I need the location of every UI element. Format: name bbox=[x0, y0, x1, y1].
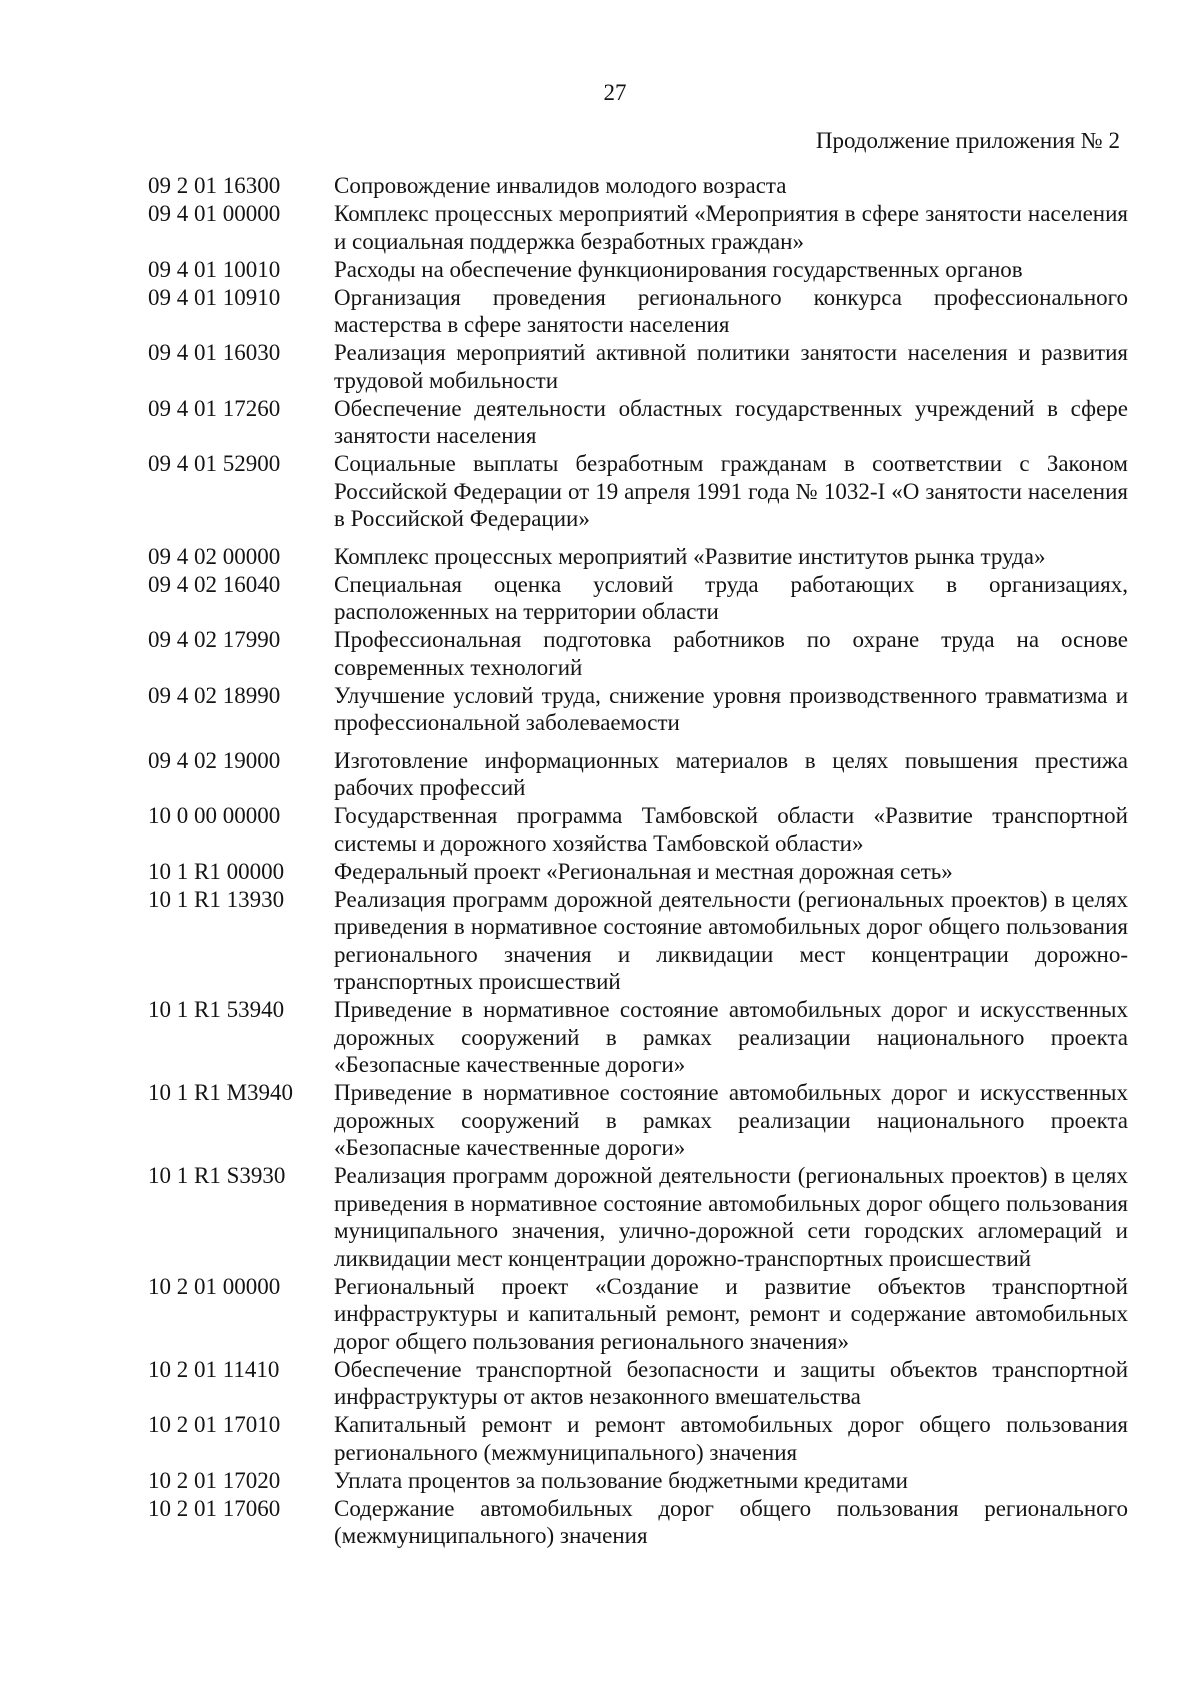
item-description: Организация проведения регионального конкурса профессионального мастерства в сфере занятости населения bbox=[334, 284, 1128, 337]
budget-code: 09 4 01 16030 bbox=[148, 340, 281, 365]
item-description: Комплекс процессных мероприятий «Мероприятия в сфере занятости населения и социальная поддержка безработных граждан» bbox=[334, 201, 1128, 254]
item-description: Государственная программа Тамбовской области «Развитие транспортной системы и дорожного хозяйства Тамбовской области» bbox=[334, 803, 1128, 856]
list-item bbox=[148, 395, 1128, 450]
item-description: Обеспечение деятельности областных государственных учреждений в сфере занятости населения bbox=[334, 395, 1128, 448]
item-description: Расходы на обеспечение функционирования государственных органов bbox=[334, 256, 1023, 282]
item-description: Улучшение условий труда, снижение уровня производственного травматизма и профессиональной заболеваемости bbox=[334, 682, 1128, 735]
item-description: Социальные выплаты безработным гражданам в соответствии с Законом Российской Федерации от 19 апреля 1991 года № 1032-I «О занятости населения в Российской Федерации» bbox=[334, 451, 1128, 531]
item-description: Приведение в нормативное состояние автомобильных дорог и искусственных дорожных сооружений в рамках реализации национального проекта «Безопасные качественные дороги» bbox=[334, 1080, 1128, 1160]
list-item bbox=[148, 339, 1128, 394]
item-description: Обеспечение транспортной безопасности и защиты объектов транспортной инфраструктуры от актов незаконного вмешательства bbox=[334, 1356, 1128, 1409]
list-item bbox=[148, 802, 1128, 857]
item-description: Капитальный ремонт и ремонт автомобильных дорог общего пользования регионального (межмуниципального) значения bbox=[334, 1412, 1128, 1465]
budget-code: 10 1 R1 M3940 bbox=[148, 1080, 294, 1105]
list-item bbox=[148, 1411, 1128, 1466]
budget-code: 10 1 R1 S3930 bbox=[148, 1163, 286, 1188]
list-item bbox=[148, 1079, 1128, 1162]
budget-code: 10 2 01 11410 bbox=[148, 1356, 280, 1382]
code-list bbox=[148, 172, 1128, 1550]
item-description: Комплекс процессных мероприятий «Развитие институтов рынка труда» bbox=[334, 543, 1046, 569]
budget-code: 09 4 02 00000 bbox=[148, 543, 281, 569]
budget-code: 10 1 R1 00000 bbox=[148, 858, 285, 884]
budget-code: 10 1 R1 53940 bbox=[148, 997, 285, 1022]
item-description: Реализация программ дорожной деятельности (региональных проектов) в целях приведения в нормативное состояние автомобильных дорог общего пользования регионального значения и ликвидации мест концентрации дорожно-транспортных происшествий bbox=[334, 886, 1128, 994]
item-description: Изготовление информационных материалов в целях повышения престижа рабочих профессий bbox=[334, 747, 1128, 800]
list-item bbox=[148, 858, 1128, 886]
list-item bbox=[148, 1495, 1128, 1550]
budget-code: 09 4 01 10910 bbox=[148, 284, 281, 310]
item-description: Приведение в нормативное состояние автомобильных дорог и искусственных дорожных сооружений в рамках реализации национального проекта «Безопасные качественные дороги» bbox=[334, 997, 1128, 1077]
list-item bbox=[148, 747, 1128, 802]
budget-code: 09 4 02 19000 bbox=[148, 747, 281, 773]
budget-code: 09 4 01 00000 bbox=[148, 201, 281, 226]
appendix-continuation-note: Продолжение приложения № 2 bbox=[815, 128, 1120, 153]
budget-code: 10 2 01 17010 bbox=[148, 1412, 281, 1437]
list-item bbox=[148, 886, 1128, 996]
budget-code: 10 2 01 17060 bbox=[148, 1495, 281, 1521]
budget-code: 09 4 02 18990 bbox=[148, 682, 281, 708]
item-description: Специальная оценка условий труда работающих в организациях, расположенных на территории области bbox=[334, 571, 1128, 624]
budget-code: 09 2 01 16300 bbox=[148, 173, 281, 198]
item-description: Содержание автомобильных дорог общего пользования регионального (межмуниципального) значения bbox=[334, 1495, 1128, 1548]
page-number: 27 bbox=[603, 80, 627, 105]
budget-code: 09 4 01 17260 bbox=[148, 395, 281, 421]
list-item bbox=[148, 626, 1128, 681]
item-description: Реализация программ дорожной деятельности (региональных проектов) в целях приведения в нормативное состояние автомобильных дорог общего пользования муниципального значения, улично-дорожной сети городских агломераций и ликвидации мест концентрации дорожно-транспортных происшествий bbox=[334, 1163, 1128, 1271]
item-description: Профессиональная подготовка работников по охране труда на основе современных технологий bbox=[334, 627, 1128, 680]
list-item bbox=[148, 172, 1128, 200]
item-description: Уплата процентов за пользование бюджетными кредитами bbox=[334, 1467, 908, 1493]
list-item bbox=[148, 543, 1128, 571]
list-item bbox=[148, 256, 1128, 284]
budget-code: 09 4 01 52900 bbox=[148, 451, 281, 476]
item-description: Реализация мероприятий активной политики занятости населения и развития трудовой мобильности bbox=[334, 340, 1128, 393]
budget-code: 10 1 R1 13930 bbox=[148, 886, 285, 912]
item-description: Сопровождение инвалидов молодого возраста bbox=[334, 173, 787, 198]
budget-code: 09 4 02 16040 bbox=[148, 571, 281, 597]
budget-code: 10 2 01 00000 bbox=[148, 1273, 281, 1299]
list-item bbox=[148, 682, 1128, 737]
budget-code: 09 4 01 10010 bbox=[148, 256, 281, 282]
list-item bbox=[148, 996, 1128, 1079]
item-description: Федеральный проект «Региональная и местная дорожная сеть» bbox=[334, 858, 953, 884]
list-item bbox=[148, 1356, 1128, 1411]
item-description: Региональный проект «Создание и развитие объектов транспортной инфраструктуры и капитальный ремонт, ремонт и содержание автомобильных дорог общего пользования регионального значения» bbox=[334, 1273, 1128, 1354]
list-item bbox=[148, 284, 1128, 339]
list-item bbox=[148, 450, 1128, 533]
list-item bbox=[148, 1162, 1128, 1272]
list-item bbox=[148, 1273, 1128, 1356]
list-item bbox=[148, 571, 1128, 626]
budget-code: 10 2 01 17020 bbox=[148, 1467, 281, 1493]
list-item bbox=[148, 200, 1128, 255]
list-item bbox=[148, 1467, 1128, 1495]
budget-code: 09 4 02 17990 bbox=[148, 627, 281, 652]
budget-code: 10 0 00 00000 bbox=[148, 803, 281, 828]
